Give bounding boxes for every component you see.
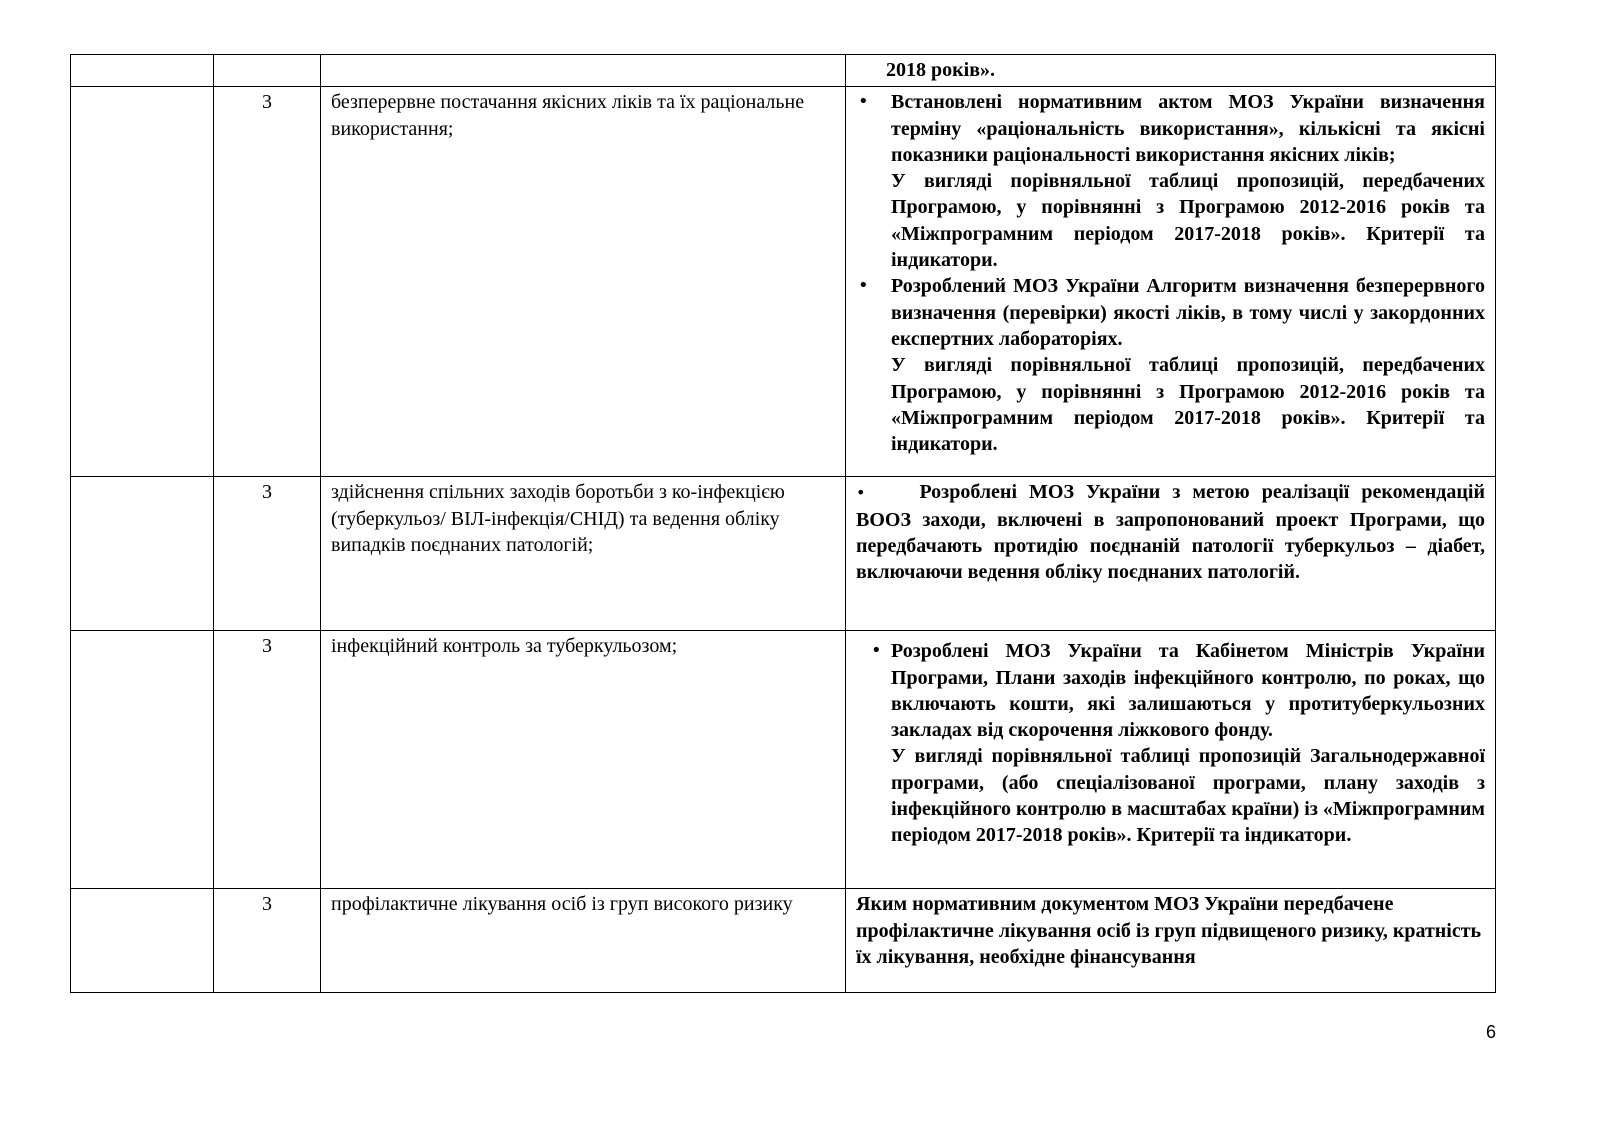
- empty-cell: [71, 477, 214, 631]
- empty-cell: [71, 87, 214, 477]
- table-row: [71, 55, 1496, 87]
- response-list: [856, 633, 1485, 848]
- bullet-main-text: • Встановлені нормативним актом МОЗ України визначення терміну «раціональність використання», кількісні та якісні показники раціональності використання якісних ліків;: [891, 91, 1485, 166]
- task-cell: безперервне постачання якісних ліків та їх раціональне використання;: [321, 87, 846, 477]
- empty-cell: [71, 55, 214, 87]
- page-number: 6: [1486, 1022, 1497, 1042]
- table-row: [71, 889, 1496, 993]
- task-cell: [321, 55, 846, 87]
- task-cell: здійснення спільних заходів боротьби з ко-інфекцією (туберкульоз/ ВІЛ-інфекція/СНІД) та ведення обліку випадків поєднаних патологій;: [321, 477, 846, 631]
- response-cell: [846, 477, 1496, 631]
- main-table: [70, 54, 1496, 993]
- list-item: [856, 89, 1485, 273]
- bullet-main-text: • Розроблені МОЗ України та Кабінетом Міністрів України Програми, Плани заходів інфекційного контролю, по роках, що включають кошти, які залишаються у протитуберкульозних закладах від скорочення ліжкового фонду.: [891, 640, 1485, 742]
- level-cell: 3: [214, 87, 321, 477]
- table-row: [71, 631, 1496, 889]
- level-cell: 3: [214, 889, 321, 993]
- bullet-sub-text: У вигляді порівняльної таблиці пропозицій, передбачених Програмою, у порівнянні з Програмою 2012-2016 років та «Міжпрограмним періодом 2017-2018 років». Критерії та індикатори.: [891, 170, 1485, 272]
- bullet-icon: •: [856, 483, 866, 503]
- response-cell: [846, 889, 1496, 993]
- bullet-sub-text: У вигляді порівняльної таблиці пропозицій Загальнодержавної програми, (або спеціалізованої програми, плану заходів з інфекційного контролю в масштабах країни) із «Міжпрограмним періодом 2017-2018 років». Критерії та індикатори.: [891, 745, 1485, 847]
- response-cell: [846, 87, 1496, 477]
- response-cell: [846, 631, 1496, 889]
- task-cell: інфекційний контроль за туберкульозом;: [321, 631, 846, 889]
- response-text: 2018 років».: [886, 59, 996, 81]
- response-text: Яким нормативним документом МОЗ України передбачене профілактичне лікування осіб із груп підвищеного ризику, кратність їх лікування, необхідне фінансування: [856, 893, 1482, 968]
- bullet-sub-text: У вигляді порівняльної таблиці пропозицій, передбачених Програмою, у порівнянні з Програмою 2012-2016 років та «Міжпрограмним періодом 2017-2018 років». Критерії та індикатори.: [891, 354, 1485, 456]
- empty-cell: [71, 631, 214, 889]
- level-cell: [214, 55, 321, 87]
- task-cell: профілактичне лікування осіб із груп високого ризику: [321, 889, 846, 993]
- table-row: [71, 477, 1496, 631]
- table-row: [71, 87, 1496, 477]
- level-cell: 3: [214, 631, 321, 889]
- list-item: [856, 638, 1485, 848]
- empty-cell: [71, 889, 214, 993]
- response-text: Розроблені МОЗ України з метою реалізації рекомендацій ВООЗ заходи, включені в запропонований проект Програми, що передбачають протидію поєднаній патології туберкульоз – діабет, включаючи ведення обліку поєднаних патологій.: [856, 481, 1485, 584]
- response-list: [856, 89, 1485, 457]
- response-cell: [846, 55, 1496, 87]
- list-item: [856, 273, 1485, 457]
- level-cell: 3: [214, 477, 321, 631]
- bullet-main-text: • Розроблений МОЗ України Алгоритм визначення безперервного визначення (перевірки) якості ліків, в тому числі у закордонних експертних лабораторіях.: [891, 275, 1485, 350]
